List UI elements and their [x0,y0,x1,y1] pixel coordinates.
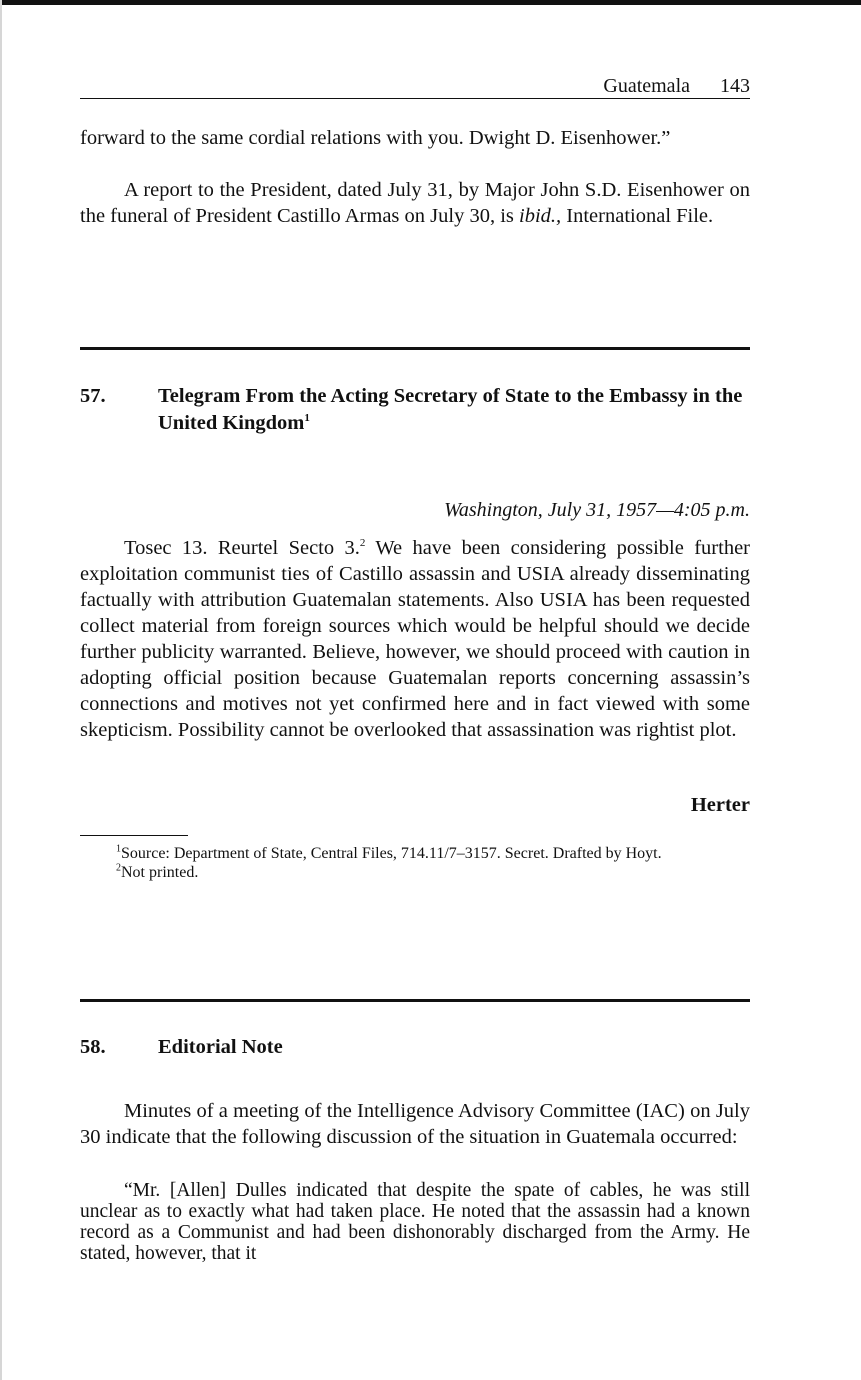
section-rule-58 [80,999,750,1002]
report-paragraph: A report to the President, dated July 31, by Major John S.D. Eisenhower on the funeral of President Castillo Armas on July 30, is ibid., International File. [80,179,750,227]
document-title: Editorial Note [158,1036,283,1058]
section-rule-57 [80,347,750,350]
top-edge-bar [0,0,861,5]
editorial-note-paragraph: Minutes of a meeting of the Intelligence Advisory Committee (IAC) on July 30 indicate that the following discussion of the situation in Guatemala occurred: [80,1100,750,1148]
footnote-rule [80,835,188,836]
document-page [80,74,750,1264]
minutes-quote: “Mr. [Allen] Dulles indicated that despite the spate of cables, he was still unclear as to exactly what had taken place. He noted that the assassin had a known record as a Communist and had been dishonorably discharged from the Army. He stated, however, that it [80,1180,750,1264]
document-title: Telegram From the Acting Secretary of State to the Embassy in the United Kingdom$^1$ [158,385,743,434]
footnotes [80,844,750,882]
document-number: 58. [80,1036,106,1058]
document-number: 57. [80,385,106,407]
signature: Herter [690,794,750,816]
footnote-2: $^2$Not printed. [116,862,199,881]
document-heading-57 [80,383,750,437]
page-number: 143 [720,75,750,97]
footnote-ref-2: 2 [359,537,366,550]
footnote-ref-1: 1 [304,412,310,425]
running-head [80,74,750,99]
running-head-section: Guatemala [603,75,690,97]
carryover-paragraph: forward to the same cordial relations with you. Dwight D. Eisenhower.” [80,127,671,149]
dateline: Washington, July 31, 1957—4:05 p.m. [444,499,750,521]
telegram-body: Tosec 13. Reurtel Secto 3.$^2$ We have been considering possible further exploitation communist ties of Castillo assassin and USIA already disseminating factually with attribution Guatemalan statements. Also USIA has been requested collect material from foreign sources which would be helpful should we decide further publicity warranted. Believe, however, we should proceed with caution in adopting official position because Guatemalan reports concerning assassin’s connections and motives not yet confirmed here and in fact viewed with some skepticism. Possibility cannot be overlooked that assassination was rightist plot. [80,537,750,741]
left-edge-shadow [0,0,2,1380]
document-heading-58 [80,1034,750,1061]
ibid-italic: ibid., [519,205,562,227]
footnote-1: $^1$Source: Department of State, Central Files, 714.11/7–3157. Secret. Drafted by Hoyt. [116,843,662,862]
